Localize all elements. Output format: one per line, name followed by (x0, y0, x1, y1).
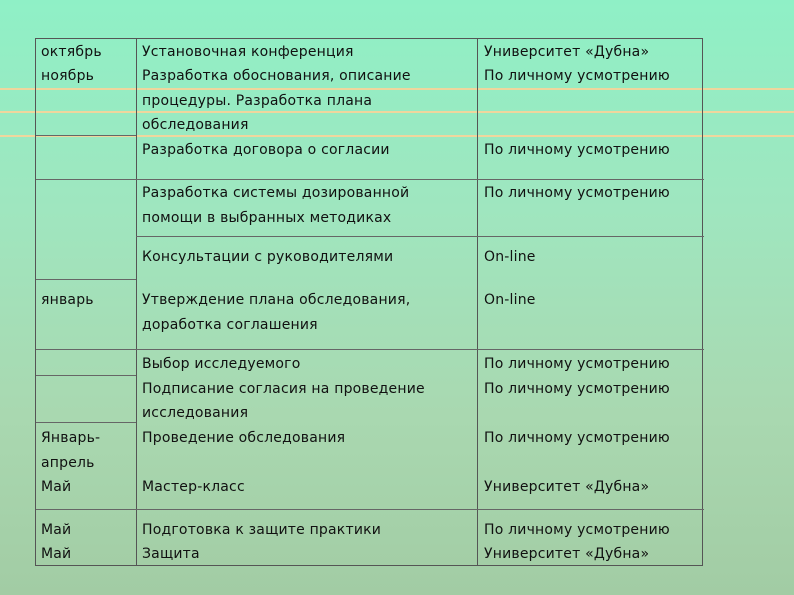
date-cell: Май (41, 546, 72, 562)
place-cell: On-line (484, 292, 536, 308)
activity-cell: Защита (142, 546, 200, 562)
activity-cell: Разработка договора о согласии (142, 142, 390, 158)
activity-cell: доработка соглашения (142, 317, 318, 333)
activity-cell: Проведение обследования (142, 430, 346, 446)
place-cell: По личному усмотрению (484, 68, 670, 84)
date-cell: октябрь (41, 44, 102, 60)
activity-cell: помощи в выбранных методиках (142, 210, 392, 226)
activity-cell: Мастер-класс (142, 479, 245, 495)
activity-cell: Подготовка к защите практики (142, 522, 382, 538)
row-divider (36, 509, 704, 510)
activity-cell: Установочная конференция (142, 44, 354, 60)
place-cell: Университет «Дубна» (484, 44, 650, 60)
row-divider (136, 236, 704, 237)
activity-cell: исследования (142, 405, 249, 421)
date-cell: ноябрь (41, 68, 95, 84)
row-divider (36, 279, 136, 280)
row-divider (36, 349, 704, 350)
row-divider (36, 179, 704, 180)
place-cell: Университет «Дубна» (484, 546, 650, 562)
date-cell: Май (41, 522, 72, 538)
activity-cell: Утверждение плана обследования, (142, 292, 411, 308)
row-divider (36, 422, 136, 423)
place-cell: По личному усмотрению (484, 522, 670, 538)
row-divider (36, 135, 136, 136)
activity-cell: процедуры. Разработка плана (142, 93, 373, 109)
date-cell: январь (41, 292, 94, 308)
activity-cell: Подписание согласия на проведение (142, 381, 425, 397)
place-cell: По личному усмотрению (484, 430, 670, 446)
place-cell: По личному усмотрению (484, 381, 670, 397)
column-divider (136, 39, 137, 565)
place-cell: По личному усмотрению (484, 185, 670, 201)
place-cell: По личному усмотрению (484, 356, 670, 372)
activity-cell: Выбор исследуемого (142, 356, 301, 372)
date-cell: Январь- (41, 430, 101, 446)
activity-cell: Разработка обоснования, описание (142, 68, 411, 84)
activity-cell: Консультации с руководителями (142, 249, 394, 265)
date-cell: Май (41, 479, 72, 495)
place-cell: По личному усмотрению (484, 142, 670, 158)
place-cell: Университет «Дубна» (484, 479, 650, 495)
column-divider (477, 39, 478, 565)
date-cell: апрель (41, 455, 95, 471)
row-divider (36, 375, 136, 376)
activity-cell: Разработка системы дозированной (142, 185, 410, 201)
activity-cell: обследования (142, 117, 249, 133)
schedule-table (35, 38, 703, 566)
place-cell: On-line (484, 249, 536, 265)
